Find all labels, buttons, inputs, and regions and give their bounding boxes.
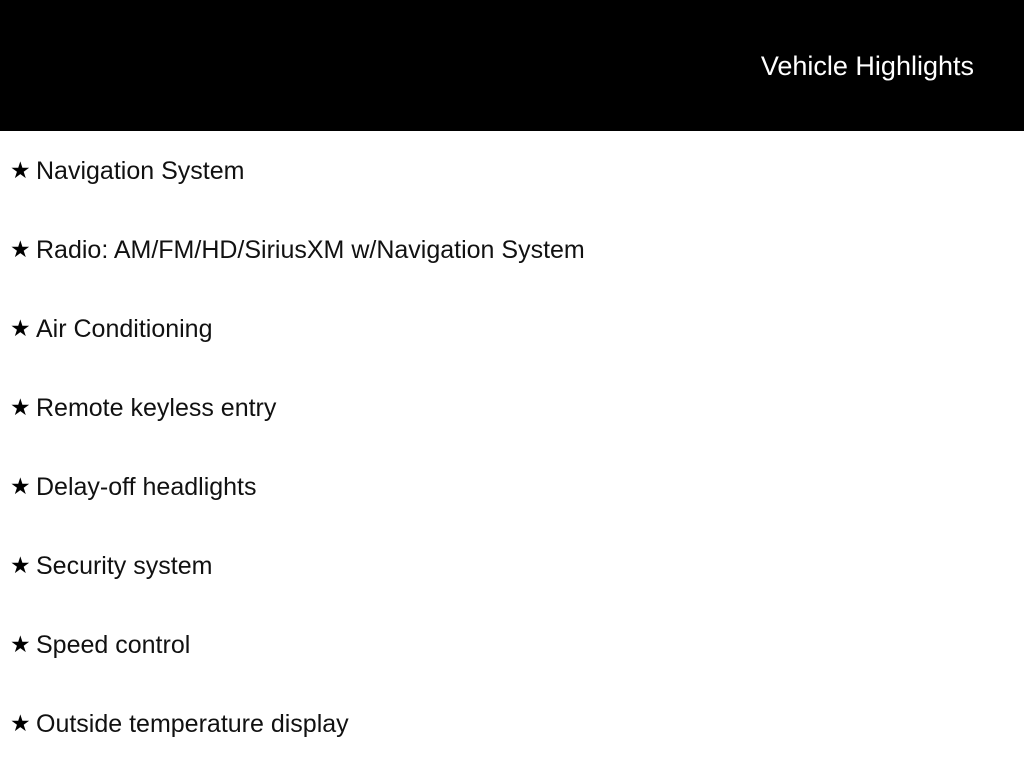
- star-icon: ★: [10, 711, 31, 737]
- list-item: [0, 368, 1024, 447]
- list-item: [0, 684, 1024, 763]
- list-item-label: Speed control: [36, 631, 191, 659]
- star-icon: ★: [10, 632, 31, 658]
- list-item-label: Delay-off headlights: [36, 473, 257, 501]
- star-icon: ★: [10, 474, 31, 500]
- star-icon: ★: [10, 237, 31, 263]
- vehicle-highlights-list: [0, 131, 1024, 763]
- list-item: [0, 210, 1024, 289]
- list-item-label: Outside temperature display: [36, 710, 349, 738]
- page-title: Vehicle Highlights: [760, 51, 974, 81]
- header-bar: [0, 0, 1024, 131]
- list-item: [0, 526, 1024, 605]
- star-icon: ★: [10, 553, 31, 579]
- list-item-label: Security system: [36, 552, 213, 580]
- list-item-label: Navigation System: [36, 157, 245, 185]
- list-item: [0, 131, 1024, 210]
- star-icon: ★: [10, 316, 31, 342]
- list-item-label: Radio: AM/FM/HD/SiriusXM w/Navigation System: [36, 236, 585, 264]
- list-item: [0, 605, 1024, 684]
- list-item-label: Air Conditioning: [36, 315, 213, 343]
- star-icon: ★: [10, 158, 31, 184]
- list-item: [0, 289, 1024, 368]
- star-icon: ★: [10, 395, 31, 421]
- list-item: [0, 447, 1024, 526]
- list-item-label: Remote keyless entry: [36, 394, 277, 422]
